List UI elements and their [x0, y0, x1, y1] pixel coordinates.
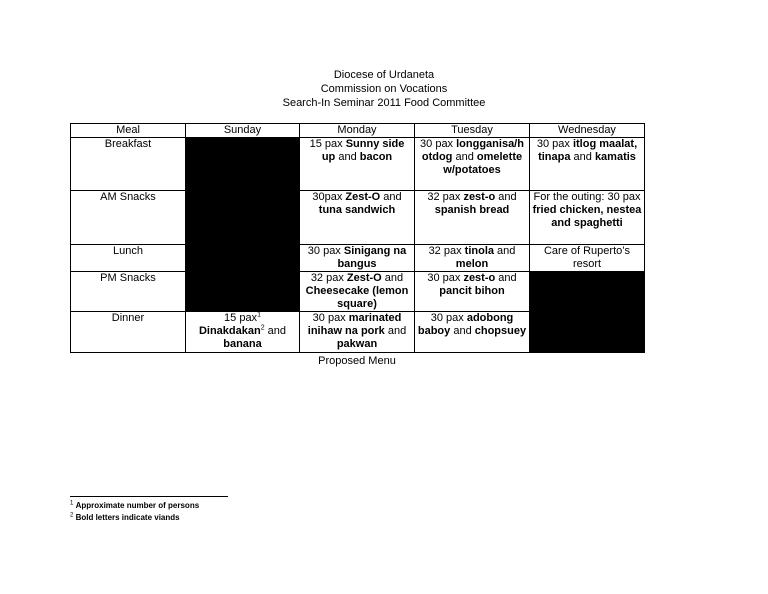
blacked-out-cell — [186, 272, 300, 312]
footnote-item: $^1$ Approximate number of persons — [70, 500, 200, 510]
menu-cell: 30 pax marinated inihaw na pork and pakwan — [300, 312, 415, 353]
table-row — [71, 272, 645, 312]
meal-label: AM Snacks — [71, 191, 186, 245]
table-header-row — [71, 124, 645, 138]
table-row — [71, 138, 645, 191]
blacked-out-cell — [186, 245, 300, 272]
menu-cell: 30pax Zest-O and tuna sandwich — [300, 191, 415, 245]
menu-cell: 30 pax longganisa/hotdog and omelette w/potatoes — [415, 138, 530, 191]
menu-cell: For the outing: 30 pax fried chicken, nestea and spaghetti — [530, 191, 645, 245]
col-header-monday: Monday — [300, 124, 415, 138]
menu-cell: 30 pax itlog maalat, tinapa and kamatis — [530, 138, 645, 191]
menu-cell: 15 pax$^1$ Dinakdakan$^2$ and banana — [186, 312, 300, 353]
col-header-meal: Meal — [71, 124, 186, 138]
col-header-sunday: Sunday — [186, 124, 300, 138]
menu-cell: 30 pax zest-o and pancit bihon — [415, 272, 530, 312]
menu-cell: 32 pax Zest-O and Cheesecake (lemon square) — [300, 272, 415, 312]
header-diocese: Diocese of Urdaneta — [333, 69, 435, 81]
menu-table — [70, 123, 645, 353]
menu-cell: 32 pax zest-o and spanish bread — [415, 191, 530, 245]
header-seminar-title: Search-In Seminar 2011 Food Committee — [282, 97, 486, 109]
table-caption: Proposed Menu — [318, 355, 396, 367]
table-row — [71, 245, 645, 272]
menu-cell: 30 pax Sinigang na bangus — [300, 245, 415, 272]
col-header-tuesday: Tuesday — [415, 124, 530, 138]
meal-label: Lunch — [71, 245, 186, 272]
footnote-separator — [70, 496, 228, 497]
blacked-out-cell — [186, 138, 300, 191]
table-row — [71, 191, 645, 245]
footnote-item: $^2$ Bold letters indicate viands — [70, 512, 180, 522]
blacked-out-cell — [530, 272, 645, 353]
meal-label: Dinner — [71, 312, 186, 353]
footnotes — [70, 500, 199, 524]
meal-label: PM Snacks — [71, 272, 186, 312]
col-header-wednesday: Wednesday — [530, 124, 645, 138]
blacked-out-cell — [186, 191, 300, 245]
menu-cell: Care of Ruperto’s resort — [530, 245, 645, 272]
menu-cell: 32 pax tinola and melon — [415, 245, 530, 272]
meal-label: Breakfast — [71, 138, 186, 191]
header-commission: Commission on Vocations — [320, 83, 448, 95]
menu-cell: 30 pax adobong baboy and chopsuey — [415, 312, 530, 353]
document-header — [0, 68, 768, 110]
menu-cell: 15 pax Sunny side up and bacon — [300, 138, 415, 191]
